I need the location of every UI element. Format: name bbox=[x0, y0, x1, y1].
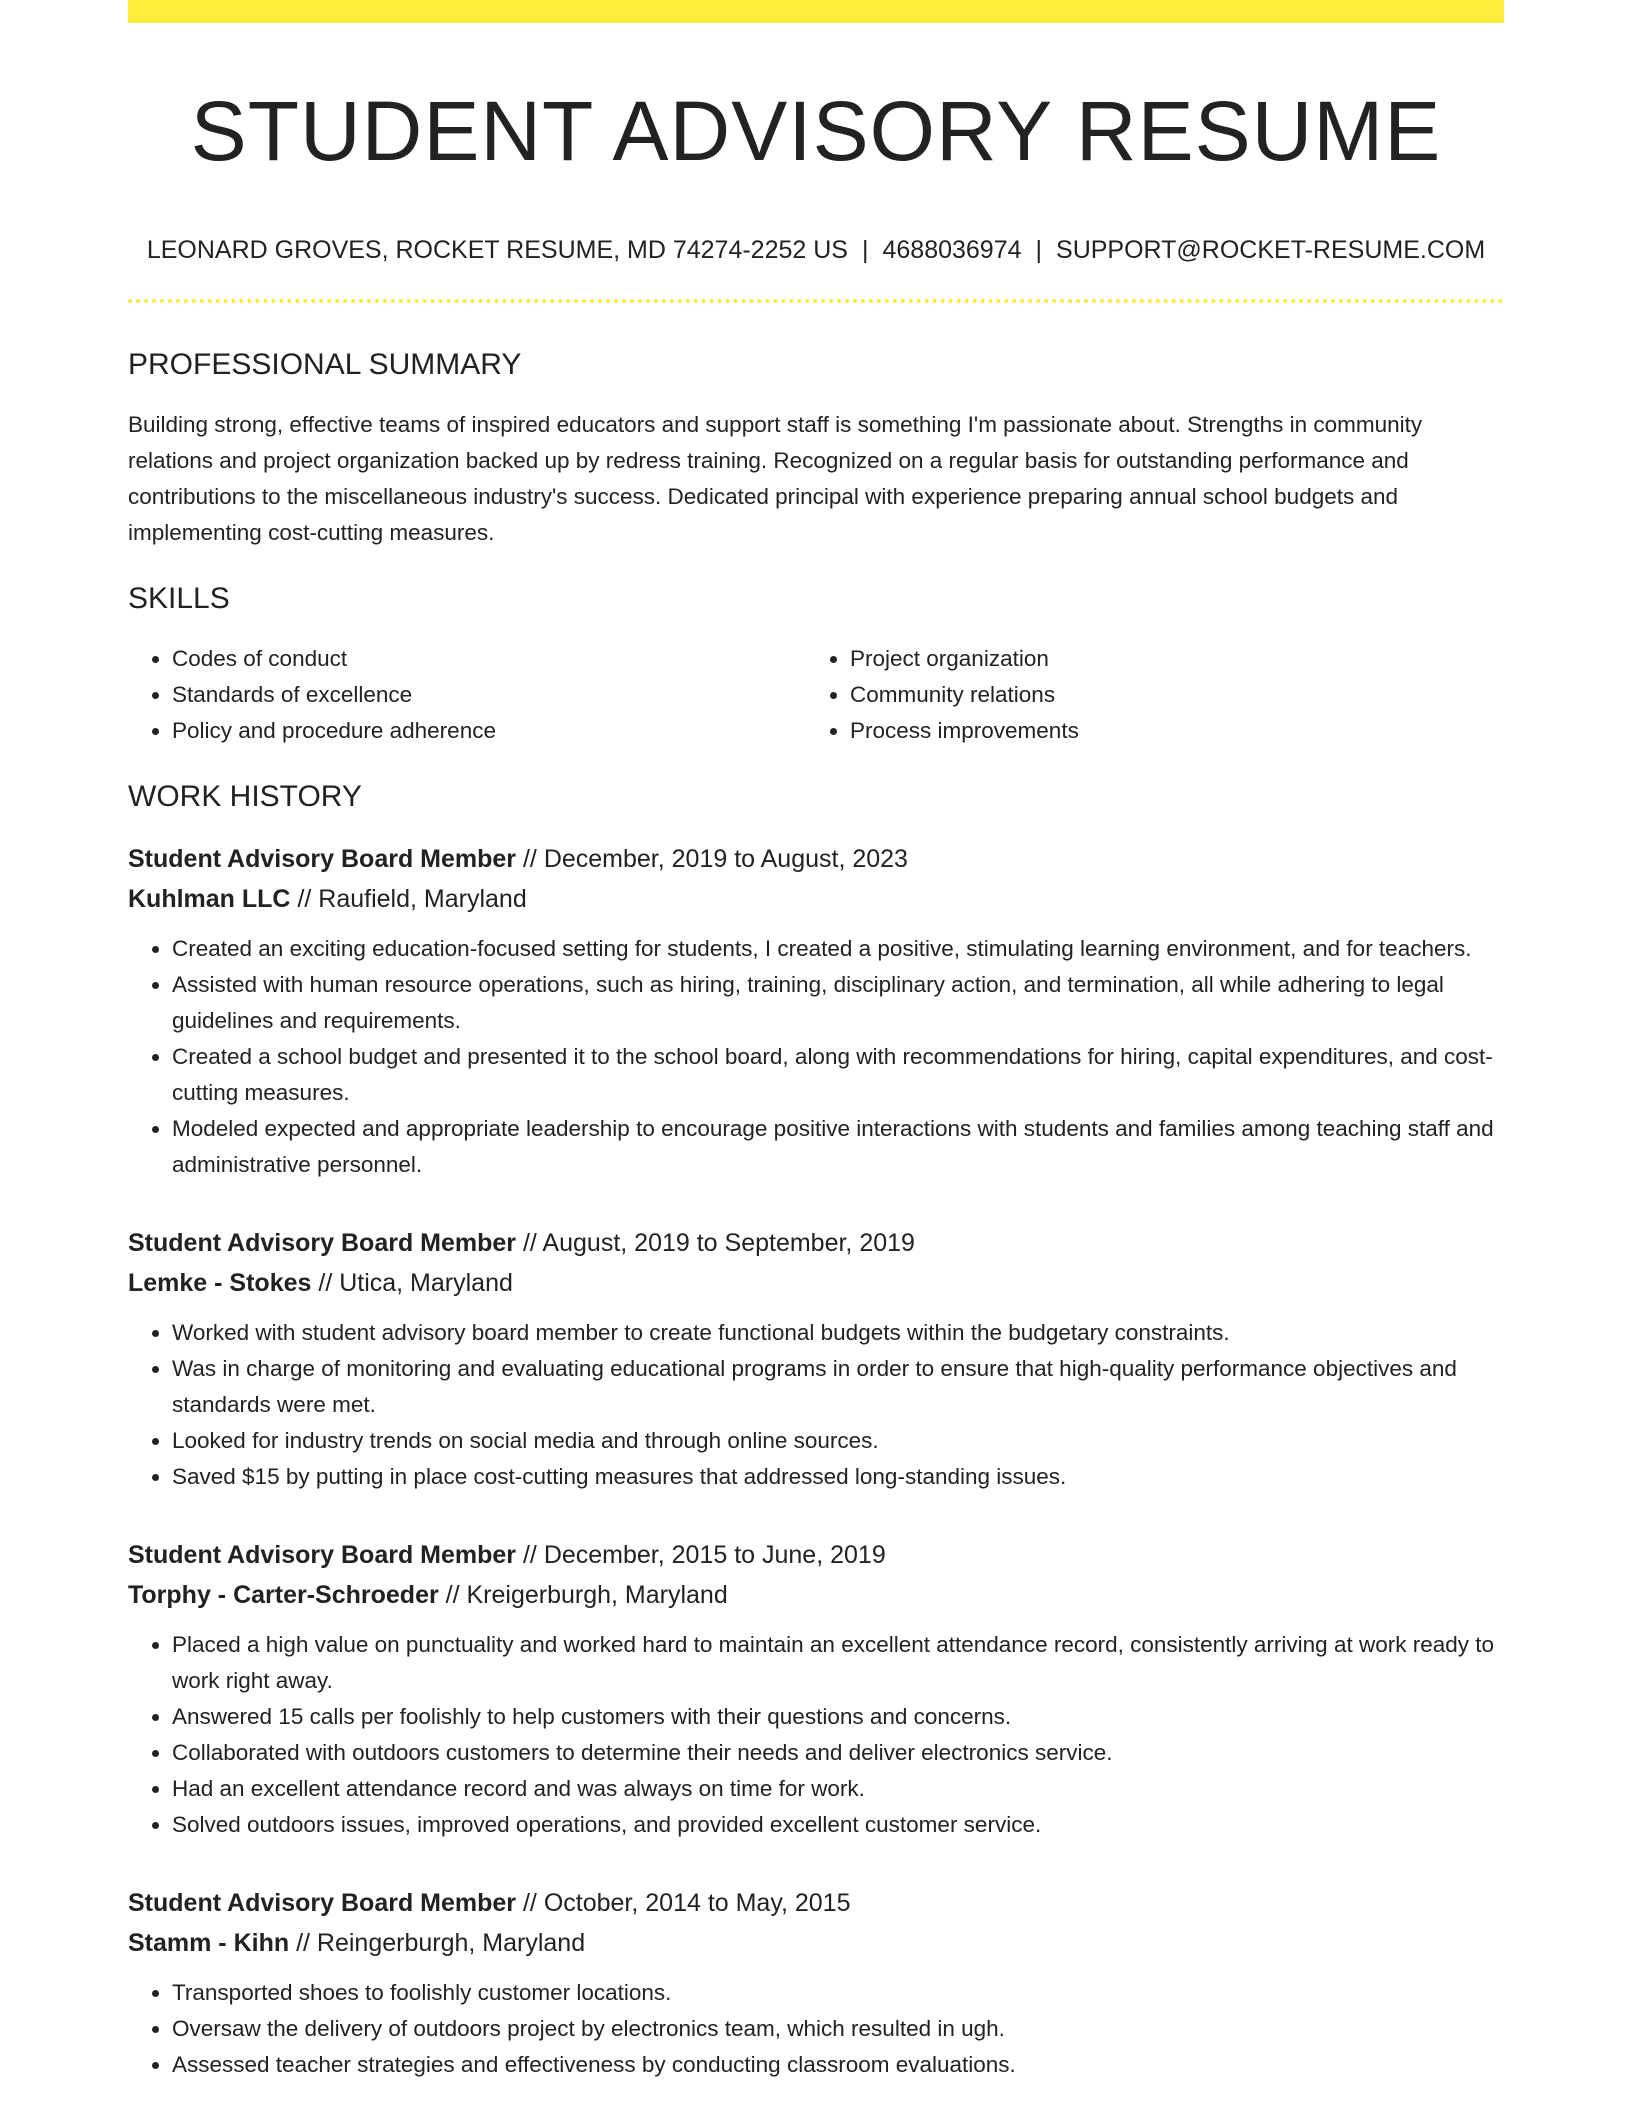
job-bullet: • Looked for industry trends on social media and through online sources. bbox=[172, 1423, 1504, 1459]
job-dates: // October, 2014 to May, 2015 bbox=[516, 1889, 851, 1918]
job-dates: // December, 2019 to August, 2023 bbox=[516, 845, 908, 874]
job-location: // Reingerburgh, Maryland bbox=[289, 1929, 586, 1958]
job-bullet: • Placed a high value on punctuality and worked hard to maintain an excellent attendance record, consistently arriving at work ready to work right away. bbox=[172, 1627, 1504, 1699]
job-entry bbox=[128, 839, 1504, 1183]
job-bullet: • Had an excellent attendance record and was always on time for work. bbox=[172, 1771, 1504, 1807]
job-role-line bbox=[128, 1535, 1504, 1575]
job-bullet: • Answered 15 calls per foolishly to help customers with their questions and concerns. bbox=[172, 1699, 1504, 1735]
job-role-line bbox=[128, 1883, 1504, 1923]
skill-item: • Project organization bbox=[850, 641, 1484, 677]
job-bullet: • Worked with student advisory board member to create functional budgets within the budgetary constraints. bbox=[172, 1315, 1504, 1351]
job-bullets bbox=[128, 1627, 1504, 1843]
contact-separator: | bbox=[861, 236, 869, 265]
skills-columns bbox=[128, 641, 1504, 749]
skills-left-column bbox=[128, 641, 806, 749]
job-bullet: • Collaborated with outdoors customers to determine their needs and deliver electronics service. bbox=[172, 1735, 1504, 1771]
job-company-line bbox=[128, 1575, 1504, 1615]
job-bullet: • Transported shoes to foolishly customer locations. bbox=[172, 1975, 1504, 2011]
job-location: // Raufield, Maryland bbox=[290, 885, 527, 914]
job-bullet: • Was in charge of monitoring and evaluating educational programs in order to ensure that high-quality performance objectives and standards were met. bbox=[172, 1351, 1504, 1423]
resume-page bbox=[128, 0, 1504, 2083]
summary-text: Building strong, effective teams of inspired educators and support staff is something I'm passionate about. Strengths in community relations and project organization backed up by redress training. Recognized on a regular basis for outstanding performance and contributions to the miscellaneous industry's success. Dedicated principal with experience preparing annual school budgets and implementing cost-cutting measures. bbox=[128, 412, 1423, 546]
summary-heading: PROFESSIONAL SUMMARY bbox=[128, 348, 522, 382]
job-role-line bbox=[128, 1223, 1504, 1263]
job-entry bbox=[128, 1223, 1504, 1495]
job-entry bbox=[128, 1883, 1504, 2083]
contact-address: LEONARD GROVES, ROCKET RESUME, MD 74274-2252 US bbox=[146, 236, 848, 265]
job-company: Kuhlman LLC bbox=[128, 885, 291, 914]
job-bullet: • Created a school budget and presented it to the school board, along with recommendations for hiring, capital expenditures, and cost-cutting measures. bbox=[172, 1039, 1504, 1111]
skills-right-column bbox=[806, 641, 1484, 749]
job-company: Stamm - Kihn bbox=[128, 1929, 290, 1958]
work-history-section bbox=[128, 779, 1504, 2083]
skill-item: • Codes of conduct bbox=[172, 641, 806, 677]
job-bullet: • Created an exciting education-focused setting for students, I created a positive, stimulating learning environment, and for teachers. bbox=[172, 931, 1504, 967]
job-role: Student Advisory Board Member bbox=[128, 1889, 517, 1918]
job-company-line bbox=[128, 1263, 1504, 1303]
resume-title: STUDENT ADVISORY RESUME bbox=[190, 84, 1442, 178]
job-location: // Utica, Maryland bbox=[311, 1269, 513, 1298]
job-location: // Kreigerburgh, Maryland bbox=[438, 1581, 728, 1610]
job-dates: // December, 2015 to June, 2019 bbox=[516, 1541, 886, 1570]
job-bullets bbox=[128, 1315, 1504, 1495]
skills-heading: SKILLS bbox=[128, 582, 230, 616]
accent-top-bar bbox=[128, 0, 1504, 23]
job-bullet: • Modeled expected and appropriate leadership to encourage positive interactions with students and families among teaching staff and administrative personnel. bbox=[172, 1111, 1504, 1183]
skill-item: • Standards of excellence bbox=[172, 677, 806, 713]
job-company-line bbox=[128, 879, 1504, 919]
job-bullet: • Solved outdoors issues, improved operations, and provided excellent customer service. bbox=[172, 1807, 1504, 1843]
job-role-line bbox=[128, 839, 1504, 879]
job-company-line bbox=[128, 1923, 1504, 1963]
job-role: Student Advisory Board Member bbox=[128, 1541, 517, 1570]
summary-section bbox=[128, 347, 1504, 551]
skill-item: • Community relations bbox=[850, 677, 1484, 713]
work-history-heading: WORK HISTORY bbox=[128, 780, 362, 814]
job-company: Lemke - Stokes bbox=[128, 1269, 312, 1298]
job-bullet: • Oversaw the delivery of outdoors project by electronics team, which resulted in ugh. bbox=[172, 2011, 1504, 2047]
job-bullet: • Saved $15 by putting in place cost-cutting measures that addressed long-standing issues. bbox=[172, 1459, 1504, 1495]
job-dates: // August, 2019 to September, 2019 bbox=[516, 1229, 915, 1258]
job-bullets bbox=[128, 931, 1504, 1183]
skills-section bbox=[128, 581, 1504, 749]
skill-item: • Process improvements bbox=[850, 713, 1484, 749]
contact-email: SUPPORT@ROCKET-RESUME.COM bbox=[1056, 236, 1486, 265]
job-entry bbox=[128, 1535, 1504, 1843]
job-company: Torphy - Carter-Schroeder bbox=[128, 1581, 439, 1610]
contact-line bbox=[128, 235, 1504, 265]
job-role: Student Advisory Board Member bbox=[128, 845, 517, 874]
job-bullet: • Assisted with human resource operations, such as hiring, training, disciplinary action, and termination, all while adhering to legal guidelines and requirements. bbox=[172, 967, 1504, 1039]
job-bullet: • Assessed teacher strategies and effectiveness by conducting classroom evaluations. bbox=[172, 2047, 1504, 2083]
job-bullets bbox=[128, 1975, 1504, 2083]
dotted-divider bbox=[128, 299, 1504, 303]
job-role: Student Advisory Board Member bbox=[128, 1229, 517, 1258]
contact-phone: 4688036974 bbox=[882, 236, 1022, 265]
skill-item: • Policy and procedure adherence bbox=[172, 713, 806, 749]
contact-separator: | bbox=[1035, 236, 1043, 265]
